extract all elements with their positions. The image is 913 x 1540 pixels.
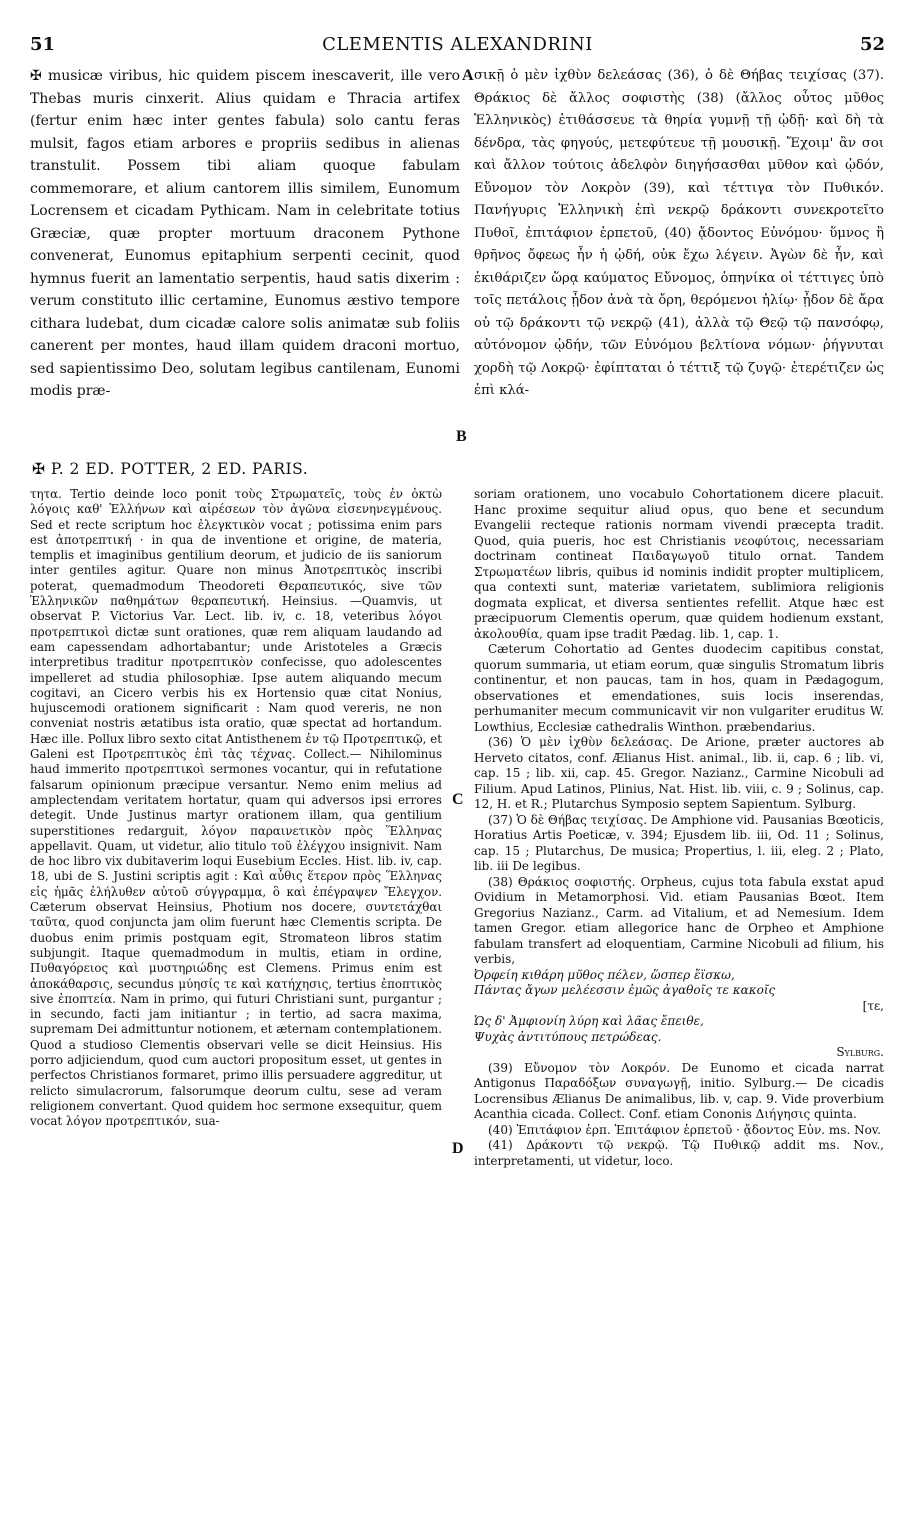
section-marker-d: D (452, 1140, 464, 1157)
verse-line (474, 983, 884, 999)
running-title: CLEMENTIS ALEXANDRINI (322, 34, 593, 55)
edition-heading: ✠ P. 2 ED. POTTER, 2 ED. PARIS. (32, 460, 309, 478)
footnote-36: (36) Ὁ μὲν ἰχθὺν δελεάσας. De Arione, præter auctores ab Herveto citatos, conf. Ælianus Hist. animal., lib. ii, cap. 6 ; lib. vi, cap. 15 ; lib. xii, cap. 45. Gregor. Nazianz., Carmine Nicobuli ad Filium. Apud Latinos, Plinius, Nat. Hist. lib. viii, c. 9 ; Solinus, cap. 12, H. et R.; Plutarchus Symposio septem Sapientum. Sylburg. (474, 735, 884, 811)
verse-line-text: Πάντας ἄγων μελέεσσιν ἐμῶς ἀγαθοῖς τε κακοῖς (474, 983, 776, 997)
section-marker-b: B (456, 428, 467, 445)
note-paragraph: τητα. Tertio deinde loco ponit τοὺς Στρωματεῖς, τοὺς ἐν ὀκτὼ λόγοις καθ' Ἑλλήνων καὶ αἱρέσεων τὸν ἀγῶνα εἰσενηνεγμένους. Sed et recte scriptum hoc ἐλεγκτικὸν vocat ; potissima enim pars est ἀποτρεπτική · in qua de inventione et origine, de materia, templis et imaginibus gentilium deorum, et judicio de iis saniorum inter gentiles agitur. Quare non minus Ἀποτρεπτικὸς inscribi poterat, quemadmodum Theodoreti Θεραπευτικός, sive τῶν Ἑλληνικῶν παθημάτων θεραπευτική. Heinsius. —Quamvis, ut observat P. Victorius Var. Lect. lib. iv, c. 18, veteribus λόγοι προτρεπτικοὶ dictæ sunt orationes, quæ rem aliquam laudando ad eam capessendam adhortabantur; unde Aristoteles a Græcis interpretibus traditur προτρεπτικὸν confecisse, quo adolescentes impelleret ad studia philosophiæ. Ipse autem aliquando mecum cogitavi, an Cicero verbis his ex Hortensio quæ citat Nonius, hujuscemodi orationem significarit : Nam quod vereris, ne non conveniat nostris ætatibus ista oratio, quæ spectat ad hortandum. Hæc ille. Pollux libro sexto citat Antisthenem ἐν τῷ Προτρεπτικῷ, et Galeni est Προτρεπτικὸς ἐπὶ τὰς τέχνας. Collect.— Nihilominus haud immerito προτρεπτικοὶ sermones vocantur, qui in refutatione falsarum opinionum præcipue versantur. Nemo enim melius ad amplectendam veritatem hortatur, quam qui adversos ipsi errores detegit. Unde Justinus martyr orationem illam, qua gentilium superstitiones redarguit, λόγον παραινετικὸν πρὸς Ἕλληνας appellavit. Quam, ut videtur, alio titulo τοῦ ἐλέγχου insignivit. Nam de hoc libro vix dubitaverim loqui Eusebium Eccles. Hist. lib. iv, cap. 18, ubi de S. Justini scriptis agit : Καὶ αὖθις ἕτερον πρὸς Ἕλληνας εἰς ἡμᾶς ἐλήλυθεν αὐτοῦ σύγγραμμα, ὃ καὶ ἐπέγραψεν Ἔλεγχον. Cæterum observat Heinsius, Photium nos docere, συντετάχθαι ταῦτα, quod conjuncta jam olim fuerunt hæc Clementis scripta. De duobus enim primis postquam egit, Stromateon libros statim subjungit. Itaque quemadmodum in multis, etiam in ordine, Πυθαγόρειος καὶ μυστηριώδης est Clemens. Primus enim est ἀποκάθαρσις, secundus μύησίς τε καὶ κατήχησις, tertius ἐποπτικὸς sive ἐποπτεία. Nam in primo, qui futuri Christiani sunt, purgantur ; in secundo, facti jam initiantur ; in tertio, ad sacra maxima, supremam Dei admittuntur notionem, et æternam contemplationem. Quod a studioso Clementis observari velle se dicit Heinsius. His porro adjiciendum, quod cum auctori propositum esset, ut gentes in perfectos Christianos formaret, primo illis persuadere aggreditur, ut relicto simulacrorum, falsorumque deorum cultu, sese ad veram religionem convertant. Quod quidem hoc sermone exsequitur, quem vocat λόγον προτρεπτικόν, sua- (30, 487, 442, 1129)
verse-line: Ὡς δ' Ἀμφιονίη λύρη καὶ λᾶας ἔπειθε, (474, 1014, 704, 1028)
footnote-37: (37) Ὁ δὲ Θήβας τειχίσας. De Amphione vid. Pausanias Bœoticis, Horatius Artis Poeticæ, v. 394; Ejusdem lib. iii, Od. 11 ; Solinus, cap. 15 ; Plutarchus, De musica; Propertius, l. iii, eleg. 2 ; Plato, lib. iii De legibus. (474, 812, 884, 873)
verse-line-end: [τε, (862, 998, 884, 1013)
footnote-38: (38) Θράκιος σοφιστής. Orpheus, cujus tota fabula exstat apud Ovidium in Metamorphosi. Vid. etiam Pausanias Bœot. Item Gregorius Nazianz., Carm. ad Vitalium, et ad Nemesium. Idem tamen Gregor. etiam allegorice hanc de Orpheo et Amphione fabulam transfert ad eloquentiam, Carmine Nicobuli ad filium, his verbis, (474, 874, 884, 966)
page-number-right: 52 (859, 34, 885, 55)
note-paragraph: Cæterum Cohortatio ad Gentes duodecim capitibus constat, quorum summaria, ut etiam eorum, quæ singulis Stromatum libris continentur, et non paucas, tam in hos, quam in Pædagogum, observationes et emendationes, suis locis inserendas, perhumaniter mecum communicavit vir non vulgariter eruditus W. Lowthius, Ecclesiæ cathedralis Winthon. præbendarius. (474, 642, 884, 734)
main-text-greek: σικῇ ὁ μὲν ἰχθὺν δελεάσας (36), ὁ δὲ Θήβας τειχίσας (37). Θράκιος δὲ ἄλλος σοφιστὴς (38) (ἄλλος οὗτος μῦθος Ἑλληνικὸς) ἐτιθάσσευε τὰ θηρία γυμνῇ τῇ ᾠδῇ· καὶ δὴ τὰ δένδρα, τὰς φηγούς, μετεφύτευε τῇ μουσικῇ. Ἔχοιμ' ἂν σοι καὶ ἄλλον τούτοις ἀδελφὸν διηγήσασθαι μῦθον καὶ ᾠδόν, Εὔνομον τὸν Λοκρὸν (39), καὶ τέττιγα τὸν Πυθικόν. Πανήγυρις Ἑλληνικὴ ἐπὶ νεκρῷ δράκοντι συνεκροτεῖτο Πυθοῖ, ἐπιτάφιον ἑρπετοῦ, (40) ᾄδοντος Εὐνόμου· ὕμνος ἢ θρῆνος ὄφεως ἦν ἡ ᾠδή, οὐκ ἔχω λέγειν. Ἀγὼν δὲ ἦν, καὶ ἐκιθάριζεν ὥρᾳ καύματος Εὔνομος, ὁπηνίκα οἱ τέττιγες ὑπὸ τοῖς πετάλοις ᾖδον ἀνὰ τὰ ὄρη, θερόμενοι ἡλίῳ· ᾖδον δὲ ἄρα οὐ τῷ δράκοντι τῷ νεκρῷ (41), ἀλλὰ τῷ Θεῷ τῷ πανσόφῳ, αὐτόνομον ᾠδήν, τῶν Εὐνόμου βελτίονα νόμων· ῥήγνυται χορδὴ τῷ Λοκρῷ· ἐφίπταται ὁ τέττιξ τῷ ζυγῷ· ἐτερέτιζεν ὡς ἐπὶ κλά- (474, 68, 884, 398)
footnote-40: (40) Ἐπιτάφιον ἑρπ. Ἐπιτάφιον ἑρπετοῦ · ᾄδοντος Εὐν. ms. Nov. (488, 1122, 881, 1137)
section-marker-a: A (462, 67, 474, 84)
notes-column-left (30, 487, 442, 1129)
footnote-39: (39) Εὔνομον τὸν Λοκρόν. De Eunomo et cicada narrat Antigonus Παραδόξων συναγωγῇ, initio. Sylburg.— De cicadis Locrensibus Ælianus De animalibus, lib. v, cap. 9. Vide proverbium Acanthia cicada. Collect. Conf. etiam Cononis Διήγησις quinta. (474, 1060, 884, 1121)
verse-line: Ὀρφείη κιθάρη μῦθος πέλεν, ὥσπερ ἔϊσκω, (474, 967, 735, 982)
running-header (30, 34, 885, 58)
signature-sylburg: Sylburg. (836, 1045, 884, 1059)
notes-column-right (474, 487, 884, 1169)
main-text-latin: ✠ musicæ viribus, hic quidem piscem inescaverit, ille vero Thebas muris cinxerit. Alius quidam e Thracia artifex (fertur enim hæc inter gentes fabula) solo cantu feras mulsit, fagos etiam arbores e propriis sedibus in alienas transtulit. Possem tibi aliam quoque fabulam commemorare, et alium cantorem illis similem, Eunomum Locrensem et cicadam Pythicam. Nam in celebritate totius Græciæ, quæ propter mortuum draconem Pythone convenerat, Eunomus epitaphium serpenti cecinit, quod hymnus fuerit an lamentatio serpentis, haud satis dixerim : verum constituto illic certamine, Eunomus æstivo tempore cithara ludebat, dum cicadæ calore solis animatæ sub foliis canerent per montes, haud illam quidem draconi mortuo, sed sapientissimo Deo, solutam legibus cantilenam, Eunomi modis præ- (30, 68, 460, 399)
note-paragraph: soriam orationem, uno vocabulo Cohortationem dicere placuit. Hanc proxime sequitur aliud opus, quo bene et secundum Evangelii recteque rationis normam vivendi præcepta tradit. Quod, quia pueris, hoc est Christianis νεοφύτοις, necessariam doctrinam contineat Παιδαγωγοῦ titulo ornat. Tandem Στρωματέων libris, quibus id nominis indidit propter multiplicem, qua contexti sunt, materiæ varietatem, sublimiora religionis dogmata explicat, et diversa sentientes refellit. Atque hæc est præcipuorum Clementis operum, quæ quidem hodienum exstant, ἀκολουθία, quam ipse tradit Pædag. lib. 1, cap. 1. (474, 487, 884, 641)
section-marker-c: C (452, 791, 464, 808)
verse-line: Ψυχὰς ἀντιτύπους πετρώδεας. (474, 1029, 662, 1044)
page-number-left: 51 (30, 34, 56, 55)
footnote-41: (41) Δράκοντι τῷ νεκρῷ. Τῷ Πυθικῷ addit ms. Nov., interpretamenti, ut videtur, loco. (474, 1138, 884, 1168)
